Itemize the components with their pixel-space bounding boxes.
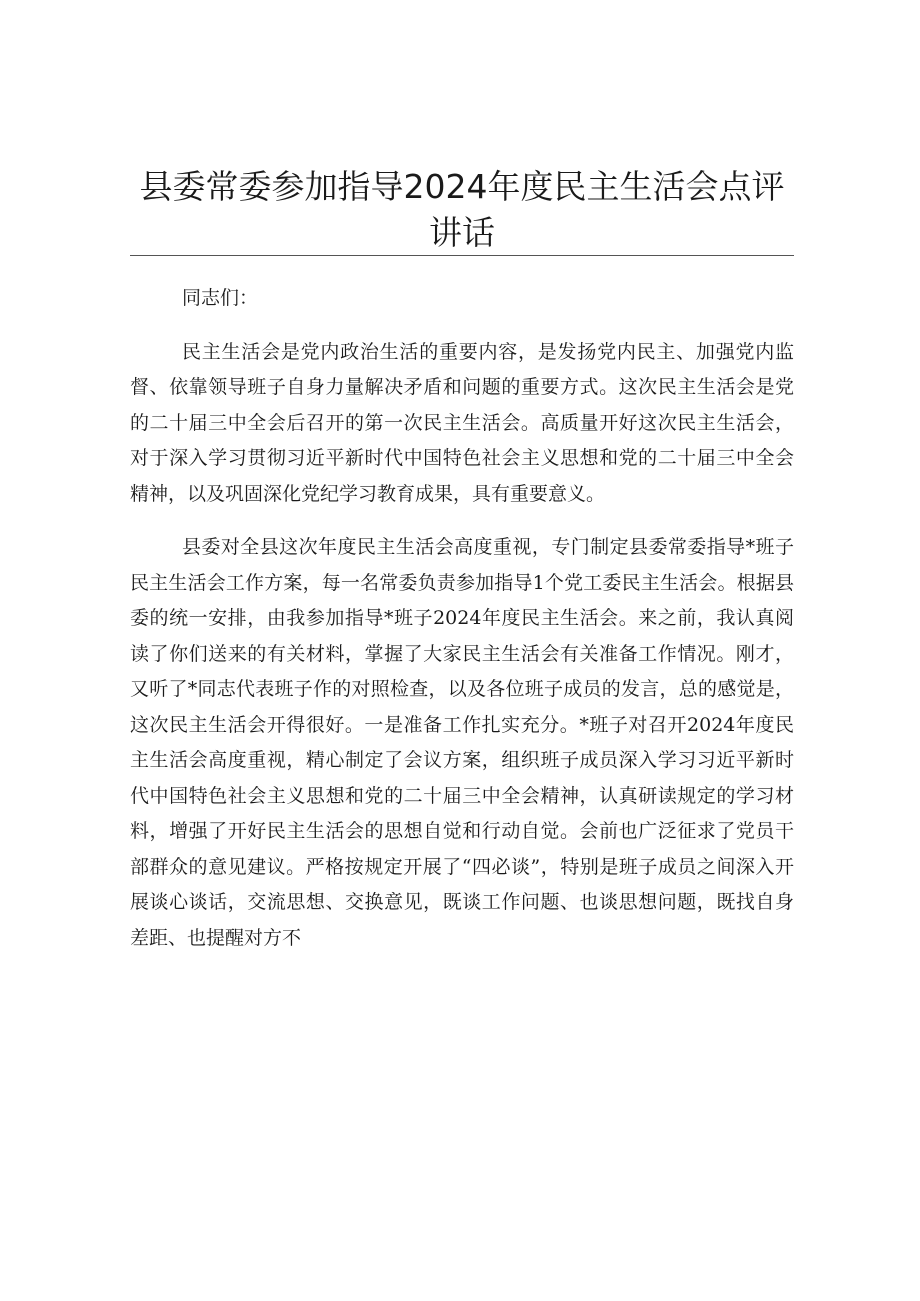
- paragraph-2: 县委对全县这次年度民主生活会高度重视，专门制定县委常委指导*班子民主生活会工作方案，每一名常委负责参加指导1个党工委民主生活会。根据县委的统一安排，由我参加指导*班子2024年度民主生活会。来之前，我认真阅读了你们送来的有关材料，掌握了大家民主生活会有关准备工作情况。刚才，又听了*同志代表班子作的对照检查，以及各位班子成员的发言，总的感觉是，这次民主生活会开得很好。一是准备工作扎实充分。*班子对召开2024年度民主生活会高度重视，精心制定了会议方案，组织班子成员深入学习习近平新时代中国特色社会主义思想和党的二十届三中全会精神，认真研读规定的学习材料，增强了开好民主生活会的思想自觉和行动自觉。会前也广泛征求了党员干部群众的意见建议。严格按规定开展了“四必谈”，特别是班子成员之间深入开展谈心谈话，交流思想、交换意见，既谈工作问题、也谈思想问题，既找自身差距、也提醒对方不: [130, 536, 794, 949]
- document-body: [130, 281, 794, 974]
- title-line-1: 县委常委参加指导2024年度民主生活会点评: [139, 167, 785, 206]
- salutation: 同志们：: [182, 287, 259, 309]
- title-divider: [130, 255, 794, 256]
- paragraph-1: 民主生活会是党内政治生活的重要内容，是发扬党内民主、加强党内监督、依靠领导班子自身力量解决矛盾和问题的重要方式。这次民主生活会是党的二十届三中全会后召开的第一次民主生活会。高质量开好这次民主生活会，对于深入学习贯彻习近平新时代中国特色社会主义思想和党的二十届三中全会精神，以及巩固深化党纪学习教育成果，具有重要意义。: [130, 340, 794, 505]
- document-title: [130, 164, 794, 256]
- title-line-2: 讲话: [429, 213, 495, 252]
